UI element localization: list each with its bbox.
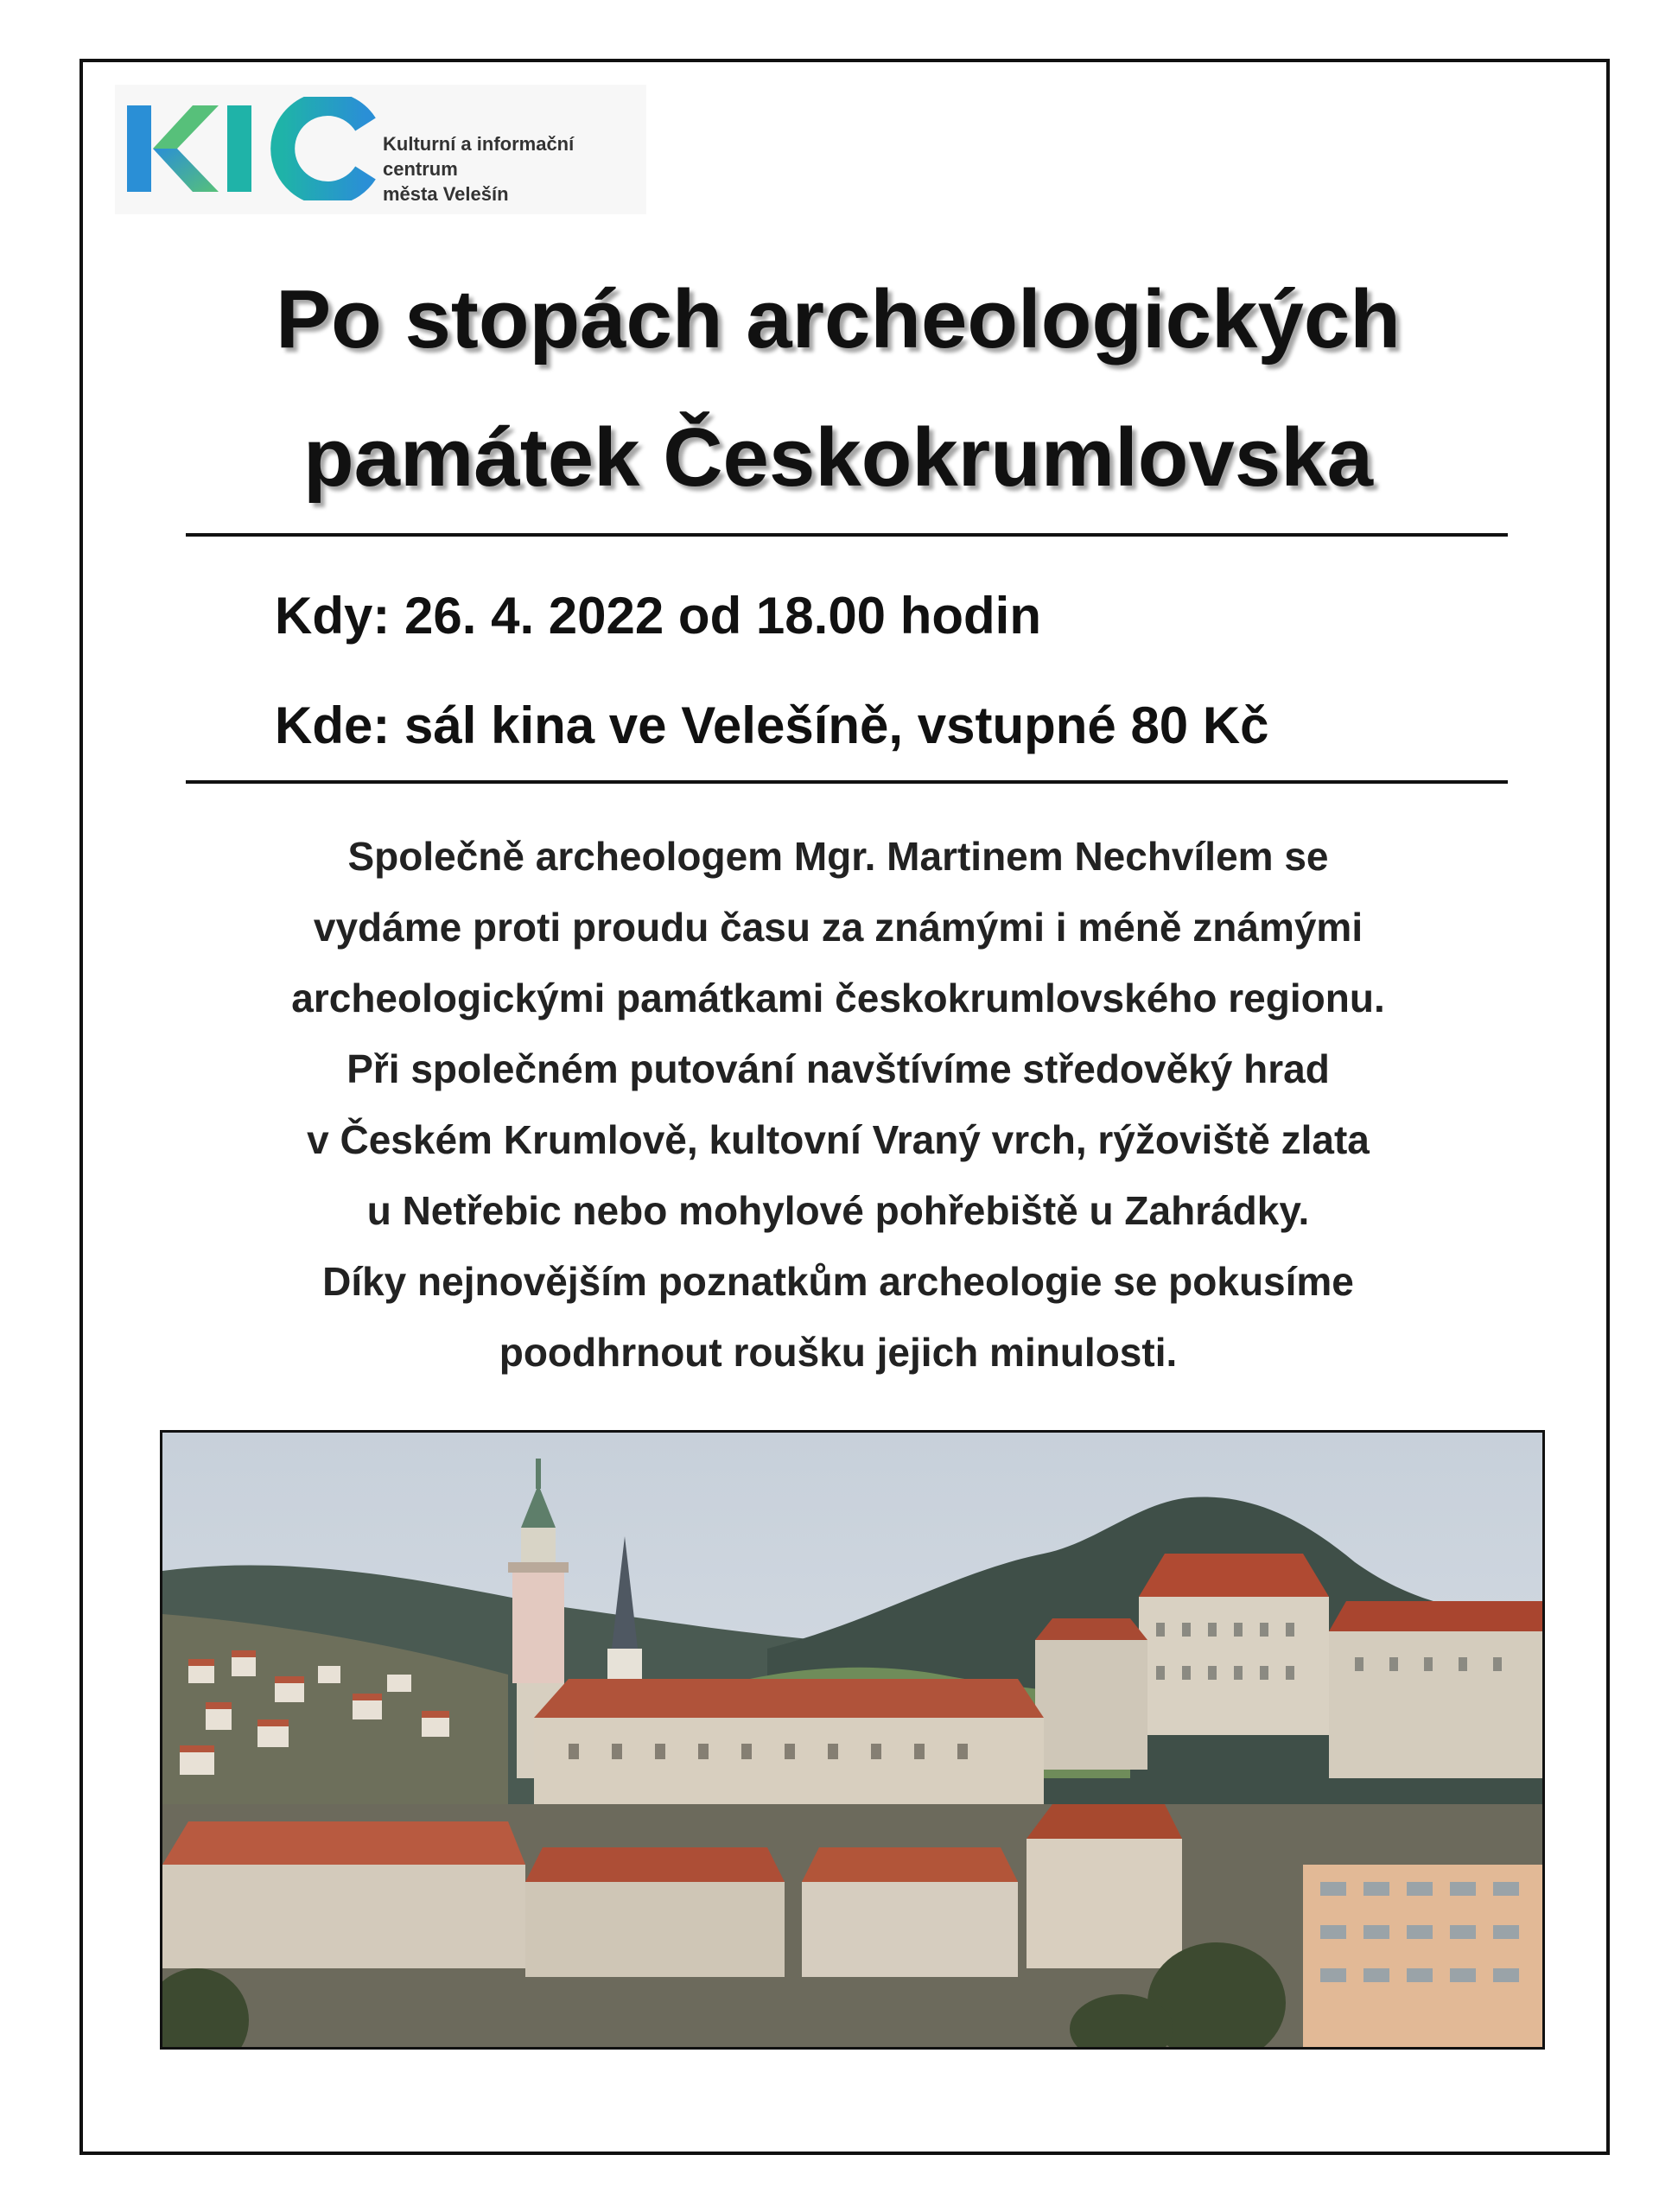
description-line: v Českém Krumlově, kultovní Vraný vrch, rýžoviště zlata	[307, 1117, 1370, 1162]
town-panorama-illustration	[162, 1433, 1542, 2047]
description-line: Díky nejnovějším poznatkům archeologie se pokusíme	[322, 1259, 1354, 1304]
description-line: archeologickými památkami českokrumlovského regionu.	[291, 976, 1385, 1020]
divider-bottom	[186, 780, 1508, 784]
description-line: vydáme proti proudu času za známými i méně známými	[313, 905, 1363, 950]
description-line: Společně archeologem Mgr. Martinem Nechvílem se	[347, 834, 1329, 879]
kic-logo-mark	[124, 97, 383, 200]
event-description	[104, 821, 1573, 1388]
title-line-2: památek Českokrumlovska	[303, 411, 1373, 504]
description-line: u Netřebic nebo mohylové pohřebiště u Zahrádky.	[366, 1188, 1310, 1233]
description-line: poodhrnout roušku jejich minulosti.	[499, 1330, 1178, 1375]
logo-text	[383, 131, 646, 207]
logo-line-2: města Velešín	[383, 183, 509, 205]
event-title	[104, 251, 1573, 527]
cesky-krumlov-photo	[160, 1430, 1545, 2050]
kic-logo	[115, 85, 646, 214]
event-date: Kdy: 26. 4. 2022 od 18.00 hodin	[275, 587, 1041, 645]
title-line-1: Po stopách archeologických	[276, 273, 1401, 365]
divider-top	[186, 533, 1508, 537]
event-venue: Kde: sál kina ve Velešíně, vstupné 80 Kč	[275, 696, 1269, 754]
description-line: Při společném putování navštívíme středověký hrad	[346, 1046, 1330, 1091]
logo-line-1: Kulturní a informační centrum	[383, 133, 575, 180]
